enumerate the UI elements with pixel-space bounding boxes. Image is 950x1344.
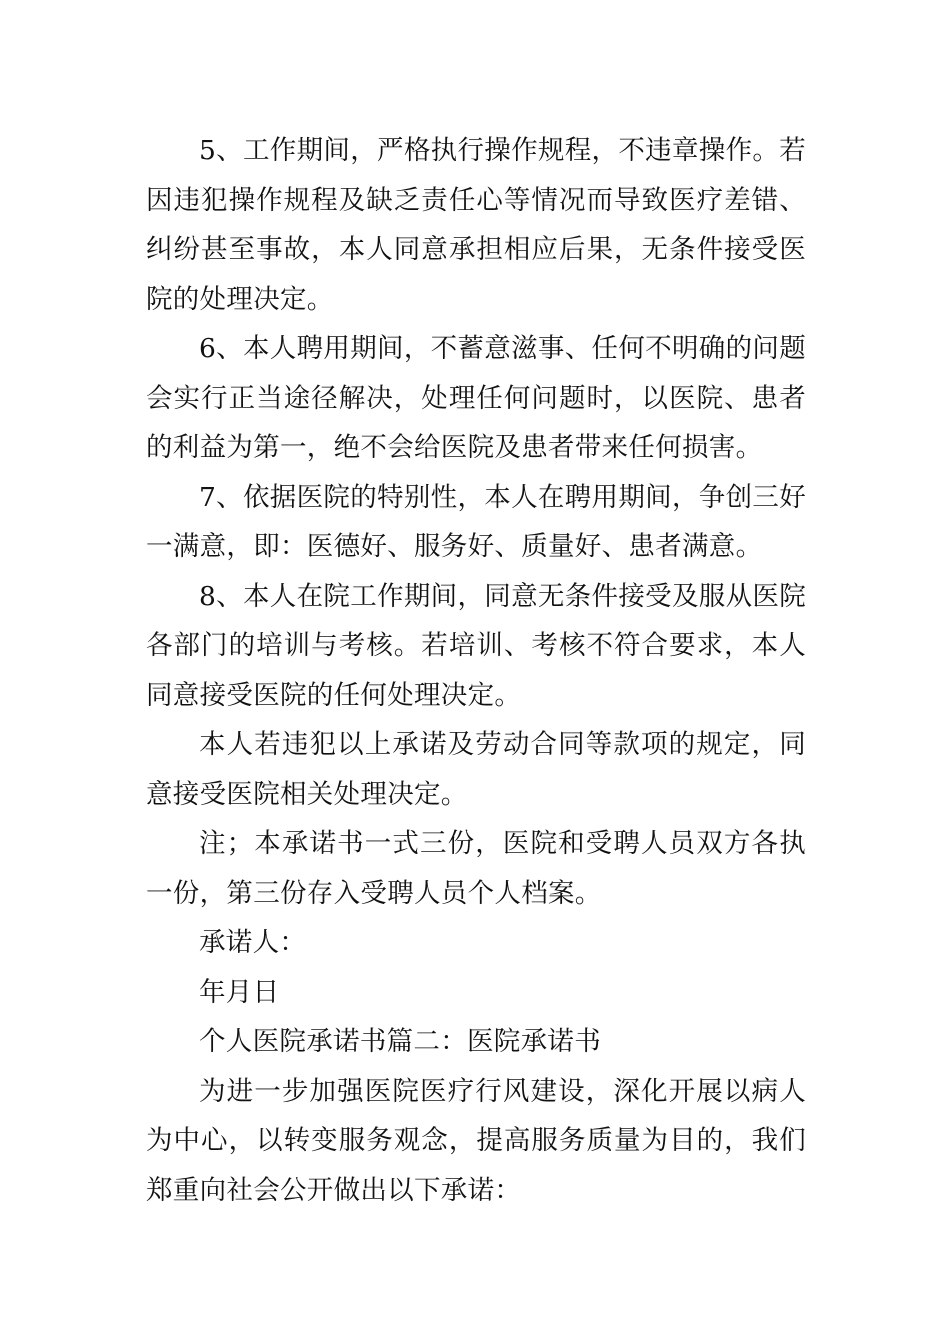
paragraph-item-5: 5、工作期间，严格执行操作规程，不违章操作。若因违犯操作规程及缺乏责任心等情况而导致医疗差错、纠纷甚至事故，本人同意承担相应后果，无条件接受医院的处理决定。 [146, 135, 806, 315]
paragraph-item-8: 8、本人在院工作期间，同意无条件接受及服从医院各部门的培训与考核。若培训、考核不符合要求，本人同意接受医院的任何处理决定。 [146, 580, 806, 711]
paragraph-item-7: 7、依据医院的特别性，本人在聘用期间，争创三好一满意，即：医德好、服务好、质量好、患者满意。 [146, 481, 806, 562]
paragraph-violation-clause: 本人若违犯以上承诺及劳动合同等款项的规定，同意接受医院相关处理决定。 [146, 729, 806, 810]
paragraph-intro: 为进一步加强医院医疗行风建设，深化开展以病人为中心，以转变服务观念，提高服务质量为目的，我们郑重向社会公开做出以下承诺： [146, 1075, 806, 1206]
section-heading: 个人医院承诺书篇二：医院承诺书 [199, 1026, 601, 1057]
document-body [146, 126, 806, 1215]
paragraph-note: 注；本承诺书一式三份，医院和受聘人员双方各执一份，第三份存入受聘人员个人档案。 [146, 828, 806, 909]
date-label: 年月日 [199, 976, 280, 1008]
paragraph-item-6: 6、本人聘用期间，不蓄意滋事、任何不明确的问题会实行正当途径解决，处理任何问题时，以医院、患者的利益为第一，绝不会给医院及患者带来任何损害。 [146, 333, 806, 463]
signatory-label: 承诺人： [199, 927, 307, 958]
